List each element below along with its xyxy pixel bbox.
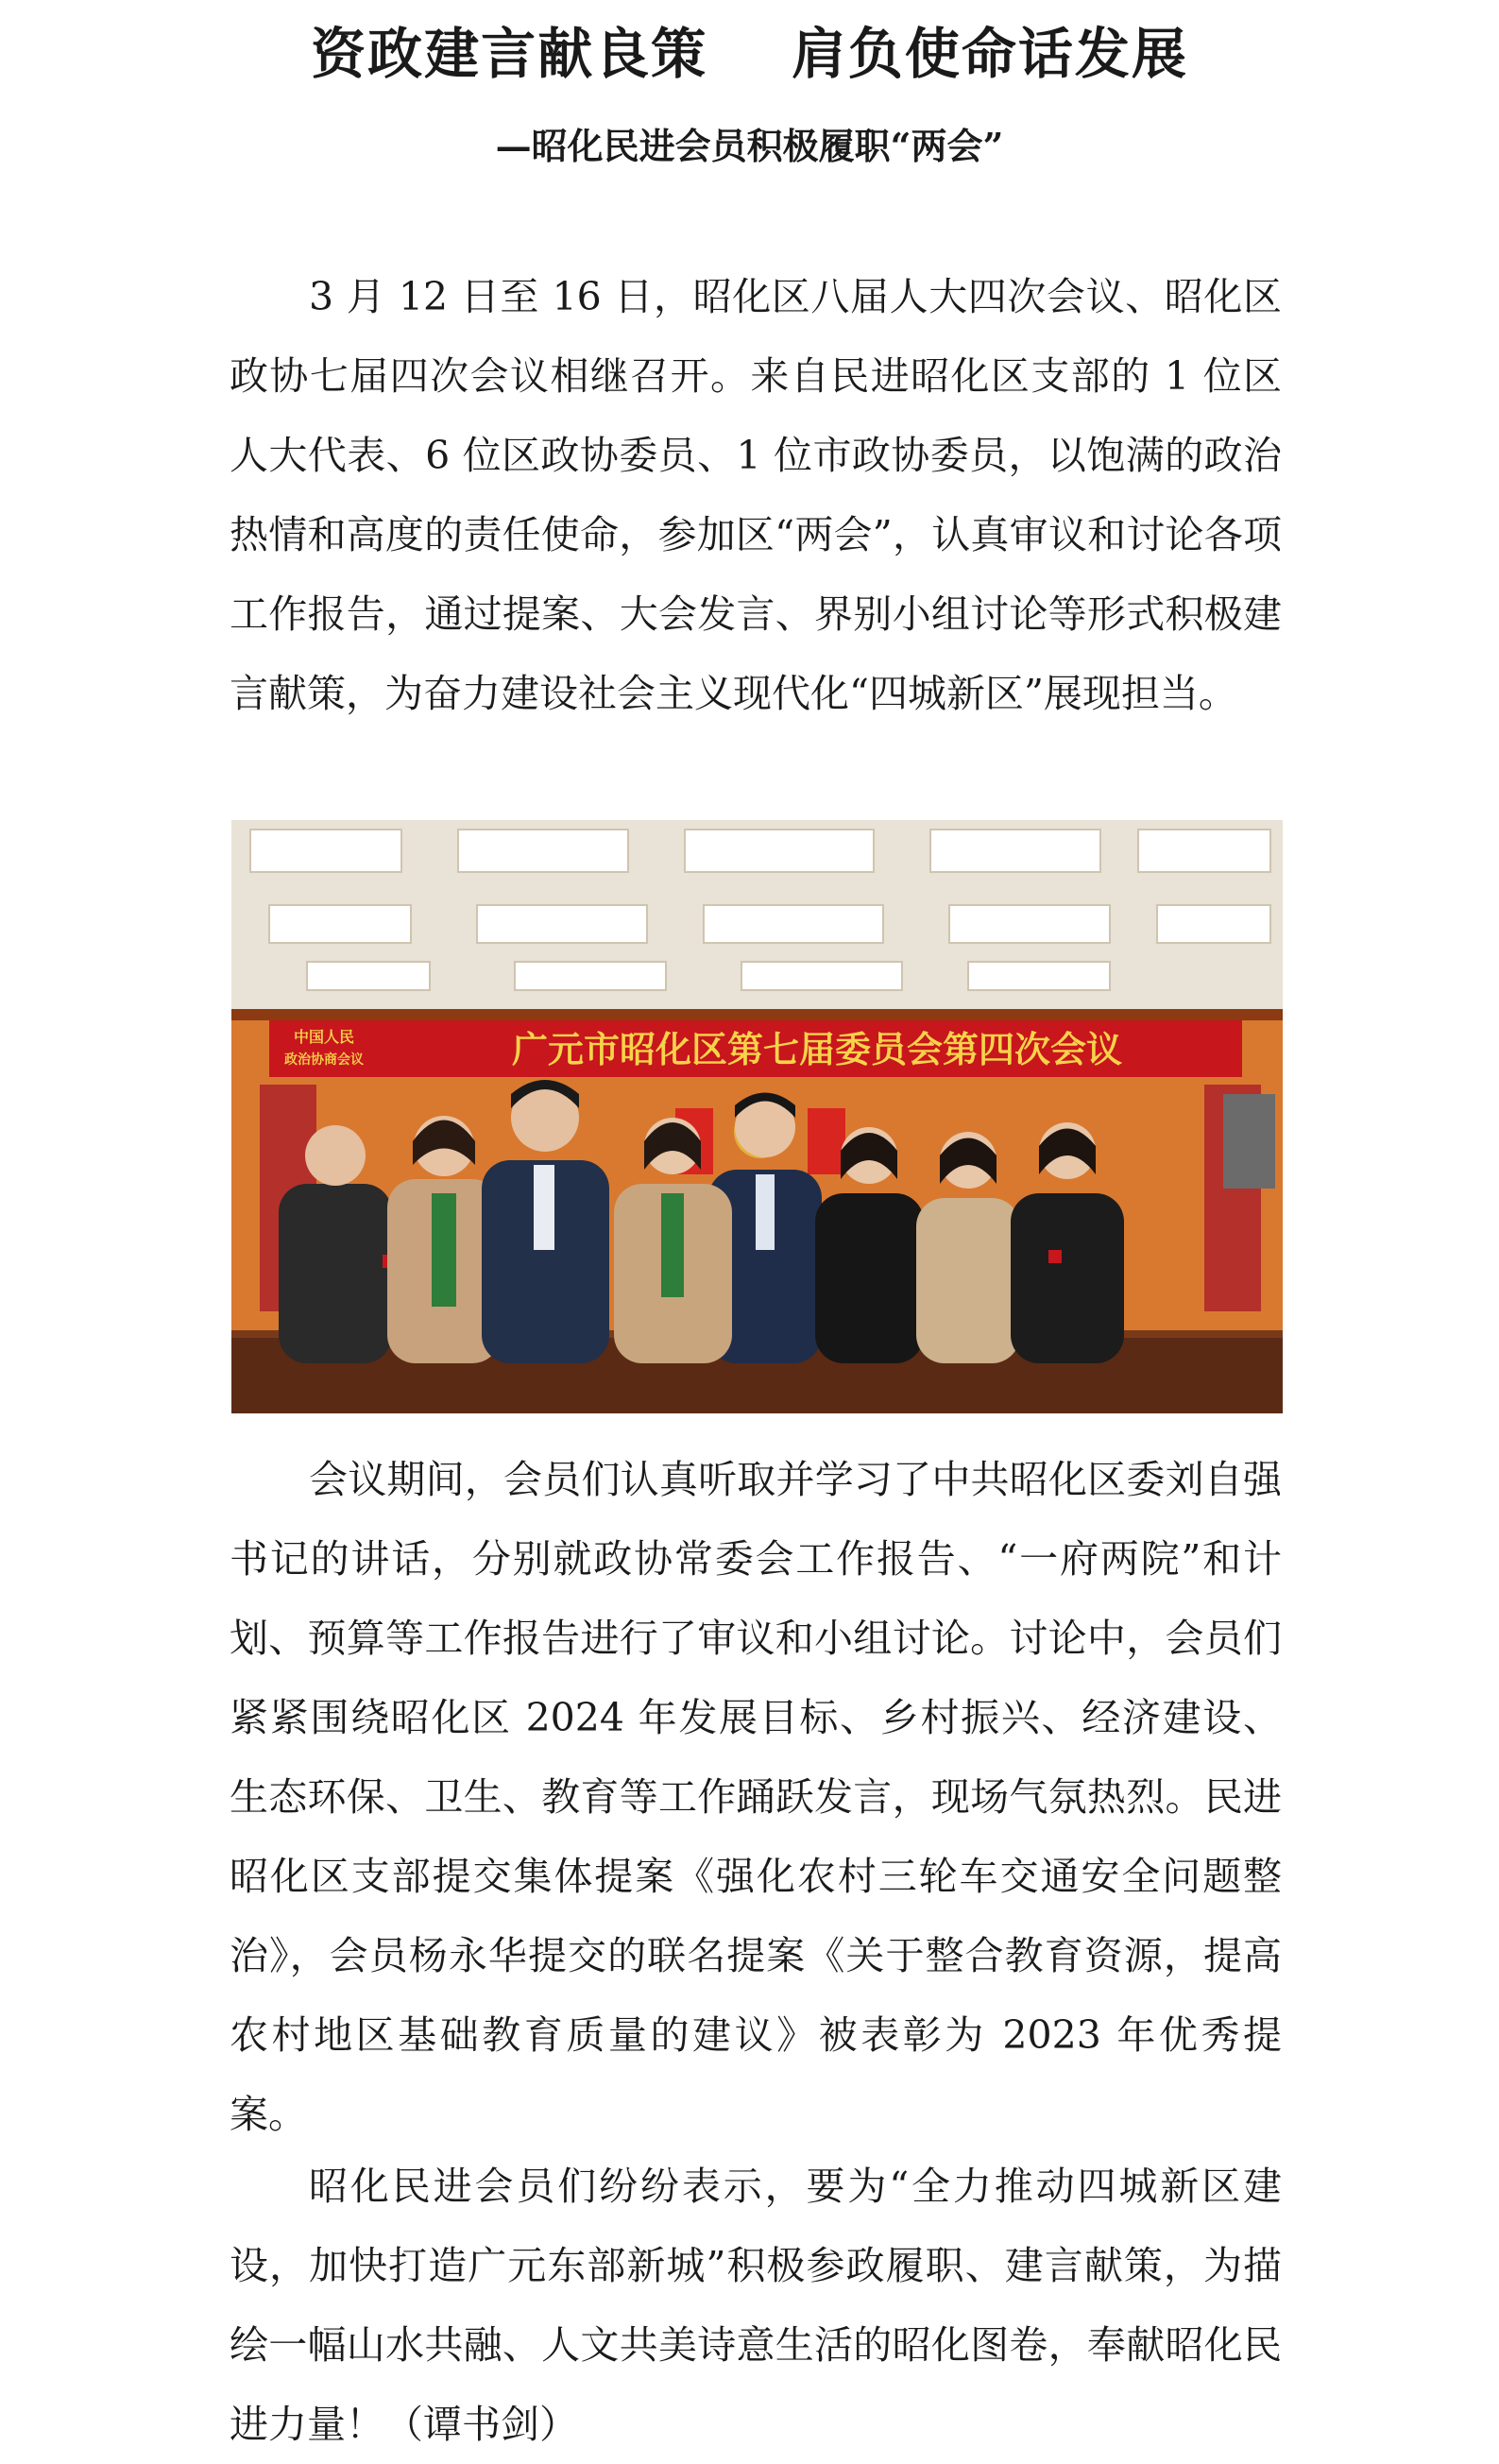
banner-left-top: 中国人民 xyxy=(293,1028,355,1046)
paragraph-2: 会议期间，会员们认真听取并学习了中共昭化区委刘自强书记的讲话，分别就政协常委会工作报告、“一府两院”和计划、预算等工作报告进行了审议和小组讨论。讨论中，会员们紧紧围绕昭化区 2024 年发展目标、乡村振兴、经济建设、生态环保、卫生、教育等工作踊跃发言，现场气氛热烈。民进昭化区支部提交集体提案《强化农村三轮车交通安全问题整治》，会员杨永华提交的联名提案《关于整合教育资源，提高农村地区基础教育质量的建议》被表彰为 2023 年优秀提案。 xyxy=(230,1457,1282,2137)
group-photo xyxy=(231,820,1283,1413)
banner-left-bottom: 政治协商会议 xyxy=(284,1052,364,1068)
article-subtitle: —昭化民进会员积极履职“两会” xyxy=(495,125,1004,167)
paragraph-3: 昭化民进会员们纷纷表示，要为“全力推动四城新区建设，加快打造广元东部新城”积极参政履职、建言献策，为描绘一幅山水共融、人文共美诗意生活的昭化图卷，奉献昭化民进力量！（谭书剑） xyxy=(230,2164,1282,2447)
banner-main: 广元市昭化区第七届委员会第四次会议 xyxy=(511,1028,1123,1070)
paragraph-1: 3 月 12 日至 16 日，昭化区八届人大四次会议、昭化区政协七届四次会议相继召开。来自民进昭化区支部的 1 位区人大代表、6 位区政协委员、1 位市政协委员，以饱满的政治热情和高度的责任使命，参加区“两会”，认真审议和讨论各项工作报告，通过提案、大会发言、界别小组讨论等形式积极建言献策，为奋力建设社会主义现代化“四城新区”展现担当。 xyxy=(230,274,1282,716)
article-title: 资政建言献良策 肩负使命话发展 xyxy=(311,22,1188,86)
